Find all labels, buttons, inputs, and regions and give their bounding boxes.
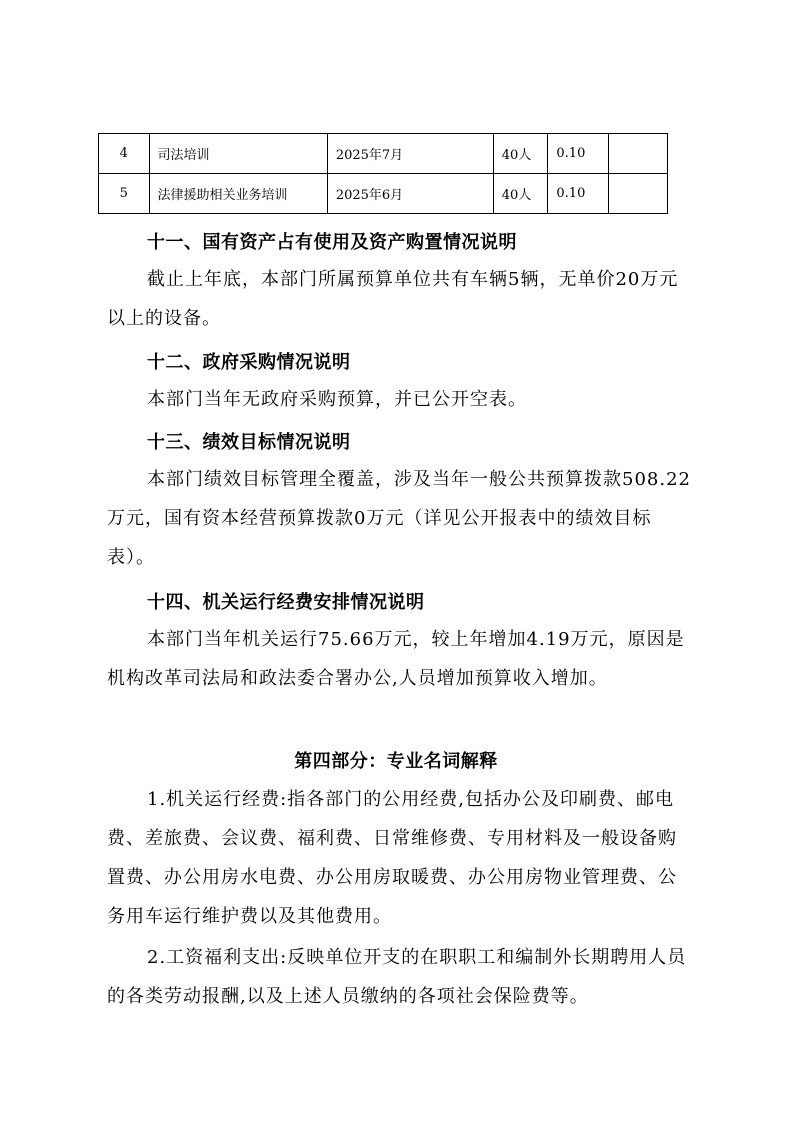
section-13-body: 本部门绩效目标管理全覆盖，涉及当年一般公共预算拨款508.22万元，国有资本经营预算拨款0万元（详见公开报表中的绩效目标表）。 — [107, 469, 691, 568]
section-12-heading: 十二、政府采购情况说明 — [147, 352, 351, 373]
section-11-body: 截止上年底，本部门所属预算单位共有车辆5辆，无单价20万元以上的设备。 — [107, 269, 679, 329]
participant-count: 40人 — [493, 134, 548, 174]
glossary-item-1: 1.机关运行经费:指各部门的公用经费,包括办公及印刷费、邮电费、差旅费、会议费、福利费、日常维修费、专用材料及一般设备购置费、办公用房水电费、办公用房取暖费、办公用房物业管理费、公务用车运行维护费以及其他费用。 — [107, 789, 677, 927]
budget-amount: 0.10 — [548, 174, 609, 214]
section-14-heading: 十四、机关运行经费安排情况说明 — [147, 592, 425, 613]
part-four-title: 第四部分：专业名词解释 — [294, 751, 498, 772]
section-14-body: 本部门当年机关运行75.66万元，较上年增加4.19万元，原因是机构改革司法局和政法委合署办公,人员增加预算收入增加。 — [107, 629, 685, 689]
table-row — [99, 134, 668, 174]
training-date: 2025年7月 — [327, 134, 493, 174]
section-11-heading: 十一、国有资产占有使用及资产购置情况说明 — [147, 232, 517, 253]
section-12-body: 本部门当年无政府采购预算，并已公开空表。 — [147, 389, 527, 410]
table-row — [99, 174, 668, 214]
glossary-item-2: 2.工资福利支出:反映单位开支的在职职工和编制外长期聘用人员的各类劳动报酬,以及上述人员缴纳的各项社会保险费等。 — [107, 947, 687, 1007]
row-number: 4 — [99, 134, 150, 174]
section-13-heading: 十三、绩效目标情况说明 — [147, 432, 351, 453]
training-name: 法律援助相关业务培训 — [149, 174, 327, 214]
row-number: 5 — [99, 174, 150, 214]
remark-cell — [609, 174, 668, 214]
budget-amount: 0.10 — [548, 134, 609, 174]
participant-count: 40人 — [493, 174, 548, 214]
remark-cell — [609, 134, 668, 174]
training-date: 2025年6月 — [327, 174, 493, 214]
training-plan-table — [98, 133, 668, 214]
training-name: 司法培训 — [149, 134, 327, 174]
